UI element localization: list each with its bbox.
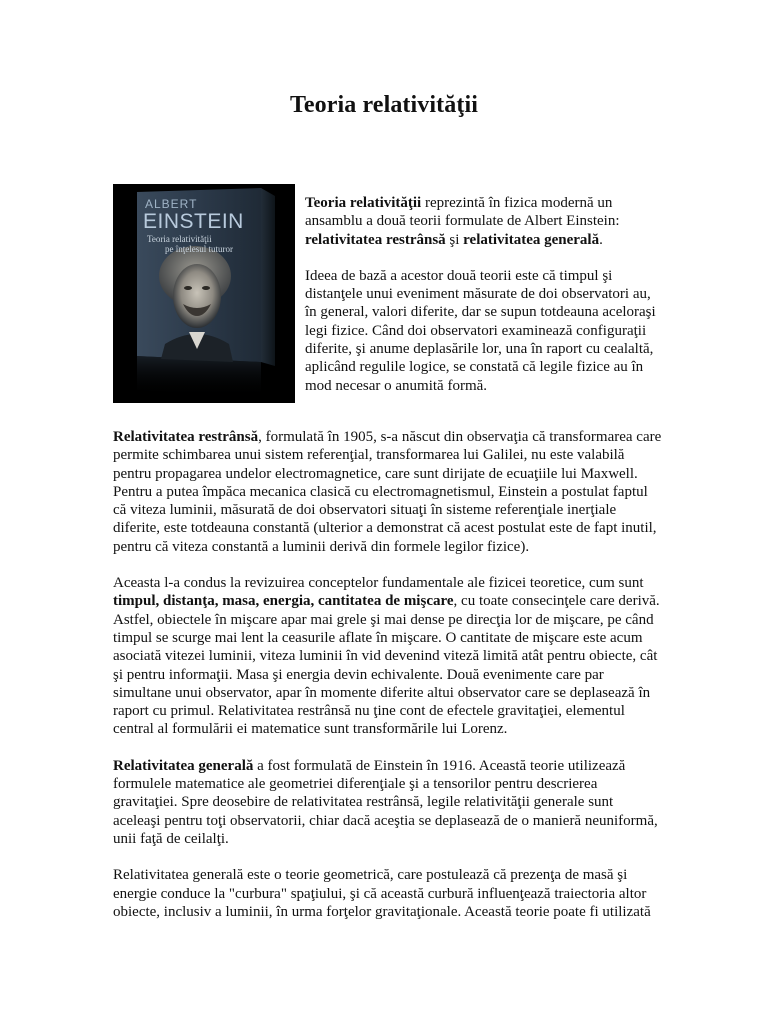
intro-conjunction: şi xyxy=(445,231,464,248)
cover-subtitle-1: Teoria relativităţii xyxy=(147,234,212,244)
special-relativity-text: , formulată în 1905, s-a născut din observaţia că transformarea care permite schimbarea unui sistem referenţial, transformarea lui Galilei, nu este valabilă pentru propagarea undelor electromagnetice, care sunt dirijate de ecuaţiile lui Maxwell. Pentru a putea împăca mecanica clasică cu electromagnetismul, Einstein a postulat faptul că viteza luminii, măsurată de doi observatori situaţi în sisteme referenţiale inerţiale diferite, este totdeauna constantă (ulterior a demonstrat că acest postulat este de fapt inutil, pentru că viteza constantă a luminii derivă din formele legilor fizice). xyxy=(113,429,662,555)
concepts-bold-list: timpul, distanţa, masa, energia, cantitatea de mişcare xyxy=(113,593,454,610)
cover-subtitle-2: pe înţelesul tuturor xyxy=(165,244,233,254)
body-text-block xyxy=(113,428,663,939)
einstein-book-illustration xyxy=(113,184,295,403)
intro-paragraph-1 xyxy=(305,194,665,249)
intro-paragraph-2: Ideea de bază a acestor două teorii este că timpul şi distanţele unui eveniment măsurate de doi observatori au, în general, valori diferite, dar se supun totdeauna aceloraşi legi fizice. Când doi observatori examinează configuraţii diferite, şi anume deplasările lor, una în raport cu cealaltă, aplicând regulile logice, se constată că legile fizice au în mod necesar o anumită formă. xyxy=(305,267,656,394)
special-relativity-term: relativitatea restrânsă xyxy=(305,231,446,248)
intro-text-block xyxy=(305,194,665,413)
concepts-paragraph xyxy=(113,574,663,739)
book-cover-image xyxy=(113,184,295,403)
concepts-text-2: , cu toate consecinţele care derivă. Astfel, obiectele în mişcare apar mai grele şi mai dense pe direcţia lor de mişcare, pe când timpul se scurge mai lent la ceasurile aflate în mişcare. O cantitate de mişcare este acum asociată vitezei luminii, viteza luminii în vid devenind viteză limită atât pentru obiecte, cât şi pentru informaţii. Masa şi energia devin echivalente. Două evenimente care par simultane unui observator, apar în momente diferite altui observator care se deplasează în raport cu primul. Relativitatea restrânsă nu ţine cont de efectele gravitaţiei, elementul central al formulării ei matematice sunt transformările lui Lorenz. xyxy=(113,593,660,738)
intro-period: . xyxy=(599,231,603,248)
general-relativity-text: a fost formulată de Einstein în 1916. Această teorie utilizează formulele matematice ale geometriei diferenţiale şi a tensorilor pentru descrierea gravitaţiei. Spre deosebire de relativitatea restrânsă, legile relativităţii generale sunt aceleaşi pentru toţi observatorii, chiar dacă aceştia se deplasează de o manieră neuniformă, unii faţă de ceilalţi. xyxy=(113,757,658,847)
special-relativity-heading: Relativitatea restrânsă xyxy=(113,429,259,445)
intro-text: reprezintă în fizica modernă un ansamblu a două teorii formulate de Albert Einstein: xyxy=(305,195,620,230)
cover-author-first: ALBERT xyxy=(145,197,198,211)
page-title: Teoria relativităţii xyxy=(290,92,478,118)
cover-author-last: EINSTEIN xyxy=(143,210,244,233)
general-relativity-paragraph xyxy=(113,757,663,848)
general-relativity-term: relativitatea generală xyxy=(463,231,600,248)
special-relativity-paragraph xyxy=(113,428,663,556)
concepts-text-1: Aceasta l-a condus la revizuirea conceptelor fundamentale ale fizicei teoretice, cum sunt xyxy=(113,575,644,592)
geometry-paragraph: Relativitatea generală este o teorie geometrică, care postulează că prezenţa de masă şi energie conduce la "curbura" spaţiului, şi că această curbură influenţează traiectoria altor obiecte, inclusiv a luminii, în urma forţelor gravitaţionale. Această teorie poate fi utilizată xyxy=(113,867,651,920)
intro-bold-term: Teoria relativităţii xyxy=(305,195,422,211)
general-relativity-heading: Relativitatea generală xyxy=(113,757,254,774)
